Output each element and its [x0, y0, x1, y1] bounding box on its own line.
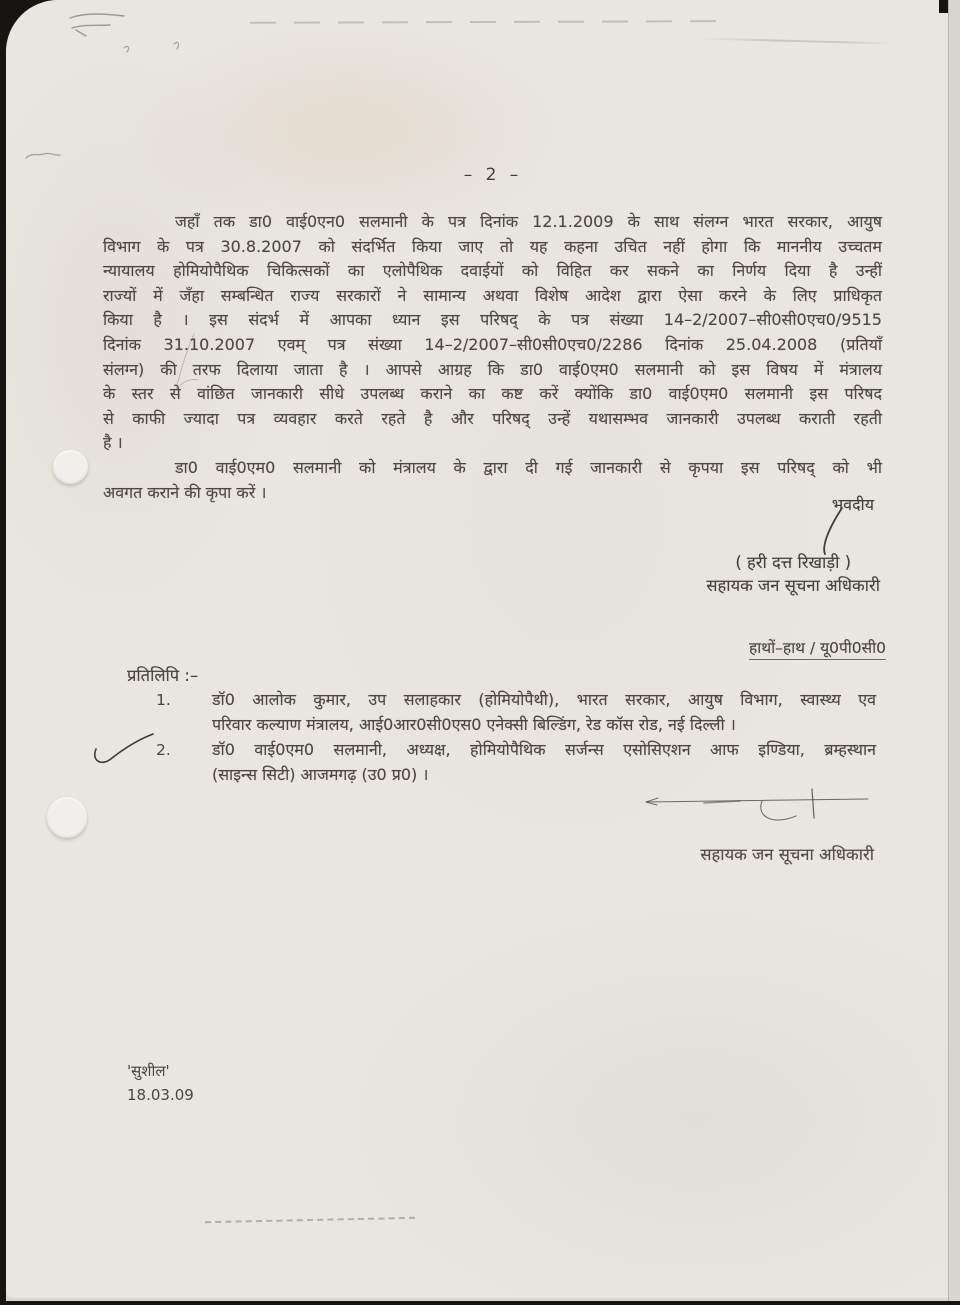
copy-item-number: 2.: [156, 741, 171, 759]
pencil-scribble: [20, 140, 80, 180]
copy-item: [212, 688, 876, 737]
signatory-title: सहायक जन सूचना अधिकारी: [706, 576, 880, 595]
checkmark-stroke: [90, 731, 156, 773]
body-line: विभाग के पत्र 30.8.2007 को संदर्भित किया जाए तो यह कहना उचित नहीं होगा कि माननीय उच्चतम: [103, 236, 882, 256]
paper-streak: [696, 37, 896, 44]
page-number: – 2 –: [463, 165, 523, 185]
signature-stroke: [644, 788, 884, 838]
copy-section-heading: प्रतिलिपि :–: [127, 666, 199, 685]
pencil-scribble: [66, 4, 226, 74]
signatory-name: ( हरी दत्त रिखाड़ी ): [735, 553, 852, 572]
body-line: न्यायालय होमियोपैथिक चिकित्सकों का एलोपैथिक दवाईयों को विहित कर सकने का निर्णय दिया है उन्हीं: [103, 261, 882, 281]
paper-smudge: [205, 1217, 415, 1223]
body-line: राज्यों में जँहा सम्बन्धित राज्य सरकारों ने सामान्य अथवा विशेष आदेश द्वारा ऐसा करने के लिए प्राधिकृत: [103, 285, 882, 305]
body-line: किया है । इस संदर्भ में आपका ध्यान इस परिषद् के पत्र संख्या 14–2/2007–सी0सी0एच0/9515: [103, 310, 882, 330]
paper-edge-line: [948, 0, 949, 1301]
body-line: से काफी ज्यादा पत्र व्यवहार करते रहते है और परिषद् उन्हें यथासम्भव जानकारी उपलब्ध कराती रहती: [103, 408, 882, 428]
pencil-scribble: [166, 328, 226, 398]
copy-item-number: 1.: [156, 691, 171, 709]
body-line: दिनांक 31.10.2007 एवम् पत्र संख्या 14–2/2007–सी0सी0एच0/2286 दिनांक 25.04.2008 (प्रतियाँ: [103, 334, 882, 354]
body-line: के स्तर से वांछित जानकारी सीधे उपलब्ध कराने का कष्ट करें क्योंकि डा0 वाई0एम0 सलमानी इस परिषद: [103, 384, 882, 404]
copy-item: [212, 738, 876, 787]
body-line: है ।: [103, 433, 123, 453]
valediction: भवदीय: [831, 495, 874, 514]
copy-item-line: डॉ0 आलोक कुमार, उप सलाहकार (होमियोपैथी), भारत सरकार, आयुष विभाग, स्वास्थ्य एव: [212, 690, 876, 709]
clerk-name: 'सुशील': [127, 1062, 170, 1080]
body-line: जहाँ तक डा0 वाई0एन0 सलमानी के पत्र दिनांक 12.1.2009 के साथ संलग्न भारत सरकार, आयुष: [175, 212, 882, 231]
punch-hole: [47, 797, 87, 838]
body-line: अवगत कराने की कृपा करें ।: [103, 482, 267, 502]
signatory-block: [706, 551, 880, 597]
copy-signature-title: सहायक जन सूचना अधिकारी: [700, 845, 874, 864]
delivery-note: हाथों–हाथ / यू0पी0सी0: [749, 636, 886, 660]
letter-page: [6, 0, 948, 1298]
copy-item-line: डॉ0 वाई0एम0 सलमानी, अध्यक्ष, होमियोपैथिक सर्जन्स एसोसिएशन आफ इण्डिया, ब्रम्हस्थान: [212, 740, 876, 759]
signature-stroke: [812, 505, 856, 557]
copy-item-line: परिवार कल्याण मंत्रालय, आई0आर0सी0एस0 एनेक्सी बिल्डिंग, रेड कॉस रोड, नई दिल्ली ।: [212, 714, 736, 734]
body-line: संलग्न) की तरफ दिलाया जाता है । आपसे आग्रह कि डा0 वाई0एम0 सलमानी को इस विषय में मंत्रालय: [103, 359, 882, 379]
copy-item-line: (साइन्स सिटी) आजमगढ़ (उ0 प्र0) ।: [212, 764, 429, 784]
punch-hole: [53, 450, 88, 484]
scan-corner-mark: [939, 0, 948, 13]
paper-crease: [250, 20, 720, 24]
footer-note: [127, 1059, 194, 1107]
body-line: डा0 वाई0एम0 सलमानी को मंत्रालय के द्वारा दी गई जानकारी से कृपया इस परिषद् को भी: [175, 457, 882, 477]
footer-date: 18.03.09: [127, 1086, 194, 1104]
